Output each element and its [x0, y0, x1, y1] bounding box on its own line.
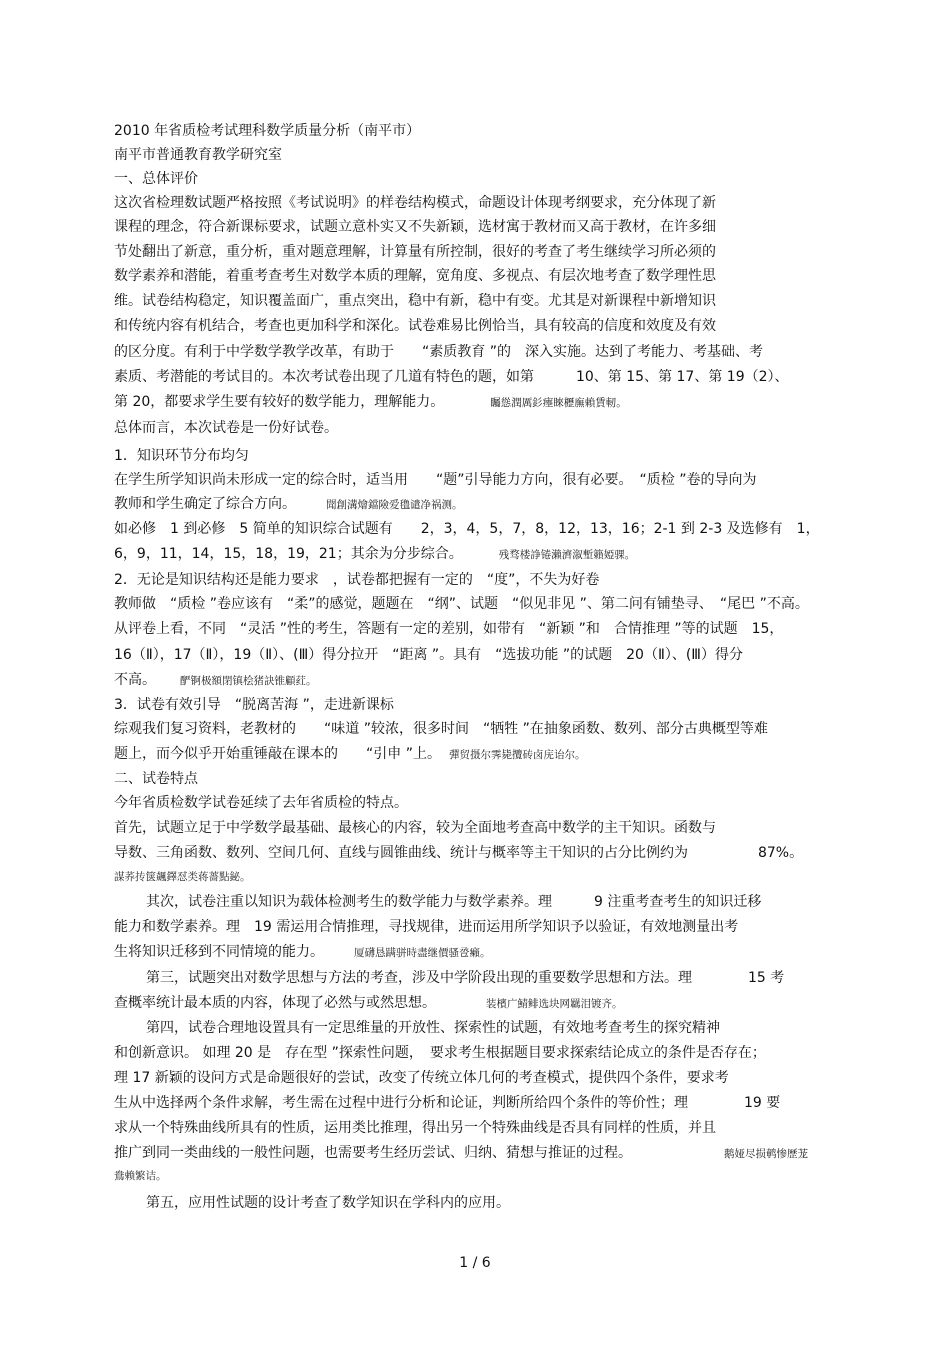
paragraph-line: 从评卷上看，不同 “灵活 ”性的考生，答题有一定的差别，如带有 “新颖 ”和 合情推理 ”等的试题 15，: [114, 621, 784, 637]
line-text: 不高。: [114, 672, 156, 688]
line-text: 推广到同一类曲线的一般性问题，也需要考生经历尝试、归纳、猜想与推证的过程。: [114, 1145, 632, 1161]
garbled-note: 装檳广鯖鲱选块网羈泪镀齐。: [486, 998, 623, 1010]
garbled-note: 酽锕极額閉镇桧猪訣锥顧荭。: [180, 675, 317, 687]
doc-title: 2010 年省质检考试理科数学质量分析（南平市）: [114, 123, 421, 139]
paragraph-line: [114, 494, 463, 515]
paragraph-line: 课程的理念，符合新课标要求，试题立意朴实又不失新颖，选材寓于教材而又高于教材，在许多细: [114, 219, 716, 235]
paragraph-line: 和创新意识。 如理 20 是 存在型 ”探索性问题， 要求考生根据题目要求探索结论成立的条件是否存在；: [114, 1045, 766, 1061]
paragraph-line: 维。试卷结构稳定，知识覆盖面广，重点突出，稳中有新，稳中有变。尤其是对新课程中新增知识: [114, 293, 716, 309]
paragraph-line: 求从一个特殊曲线所具有的性质，运用类比推理，得出另一个特殊曲线是否具有同样的性质，并且: [114, 1120, 716, 1136]
garbled-note: 聞創溝燴鐺險爱氇谴净祸测。: [326, 499, 463, 511]
garbled-note: 鴦赖繁诘。: [114, 1170, 167, 1182]
section-heading: 二、试卷特点: [114, 771, 198, 787]
paragraph-line: [114, 392, 627, 413]
line-text: 6，9，11，14，15，18，19，21；其余为分步综合。: [114, 546, 463, 562]
paragraph-line: 首先，试题立足于中学数学最基础、最核心的内容，较为全面地考查高中数学的主干知识。函数与: [114, 820, 716, 836]
paragraph-line: 第三，试题突出对数学思想与方法的考查，涉及中学阶段出现的重要数学思想和方法。理 15 考: [146, 970, 785, 986]
garbled-note: 矚慫潤厲釤瘞睞櫪廡賴賃軔。: [490, 397, 627, 409]
paragraph-line: [114, 993, 623, 1014]
paragraph-line: 总体而言，本次试卷是一份好试卷。: [114, 420, 338, 436]
paragraph-line: 这次省检理数试题严格按照《考试说明》的样卷结构模式，命题设计体现考纲要求，充分体现了新: [114, 195, 716, 211]
line-text: 第 20，都要求学生要有较好的数学能力，理解能力。: [114, 394, 445, 410]
paragraph-line: 节处翻出了新意，重分析，重对题意理解，计算量有所控制，很好的考查了考生继续学习所必须的: [114, 244, 716, 260]
subsection-heading: 1．知识环节分布均匀: [114, 448, 249, 464]
paragraph-line: 在学生所学知识尚未形成一定的综合时，适当用 “题”引导能力方向，很有必要。 “质检 ”卷的导向为: [114, 472, 757, 488]
line-text: 生将知识迁移到不同情境的能力。: [114, 944, 324, 960]
paragraph-line: 生从中选择两个条件求解，考生需在过程中进行分析和论证，判断所给四个条件的等价性；理 19 要: [114, 1095, 781, 1111]
paragraph-line: 素质、考潜能的考试目的。本次考试卷出现了几道有特色的题，如第 10、第 15、第 17、第 19（2）、: [114, 369, 789, 385]
paragraph-line: 的区分度。有利于中学数学教学改革，有助于 “素质教育 ”的 深入实施。达到了考能力、考基础、考: [114, 344, 763, 360]
subsection-heading: 2．无论是知识结构还是能力要求 ，试卷都把握有一定的 “度”，不失为好卷: [114, 572, 600, 588]
paragraph-line: [114, 744, 585, 765]
line-text: 教师和学生确定了综合方向。: [114, 496, 296, 512]
page-number: 1 / 6: [459, 1255, 491, 1271]
paragraph-line: 理 17 新颖的设问方式是命题很好的尝试，改变了传统立体几何的考查模式，提供四个条件，要求考: [114, 1070, 729, 1086]
line-text: 查概率统计最本质的内容，体现了必然与或然思想。: [114, 995, 436, 1011]
section-heading: 一、总体评价: [114, 171, 198, 187]
paragraph-line: [114, 544, 635, 565]
paragraph-line: [114, 1165, 167, 1186]
garbled-note: 鹅娅尽损鹌惨歷茏: [724, 1148, 808, 1160]
paragraph-line: 今年省质检数学试卷延续了去年省质检的特点。: [114, 795, 408, 811]
paragraph-line: [114, 866, 251, 887]
garbled-note: 彈贸摄尔霁毙攬砖卤庑诒尔。: [448, 749, 586, 761]
paragraph-line: [114, 670, 317, 691]
doc-institution: 南平市普通教育教学研究室: [114, 147, 282, 163]
paragraph-line: 如必修 1 到必修 5 简单的知识综合试题有 2，3，4，5，7，8，12，13，16；2-1 到 2-3 及选修有 1，: [114, 521, 820, 537]
paragraph-line: 第五，应用性试题的设计考查了数学知识在学科内的应用。: [146, 1195, 510, 1211]
paragraph-line: 教师做 “质检 ”卷应该有 “柔”的感觉，题题在 “纲”、试题 “似见非见 ”、第二问有铺垫寻、 “尾巴 ”不高。: [114, 596, 809, 612]
paragraph-line: 16（Ⅱ），17（Ⅱ），19（Ⅱ）、(Ⅲ）得分拉开 “距离 ”。具有 “选拔功能 ”的试题 20（Ⅱ）、(Ⅲ）得分: [114, 647, 743, 663]
paragraph-line: [114, 1143, 808, 1164]
garbled-note: 残骛楼諍锩瀨濟溆塹籟婭骒。: [498, 549, 636, 561]
paragraph-line: [114, 942, 491, 963]
line-text: 题上，而今似乎开始重锤敲在课本的 “引申 ”上。: [114, 746, 441, 762]
subsection-heading: 3．试卷有效引导 “脱离苦海 ”，走进新课标: [114, 697, 394, 713]
paragraph-line: 综观我们复习资料，老教材的 “味道 ”较浓，很多时间 “牺牲 ”在抽象函数、数列、部分古典概型等难: [114, 721, 768, 737]
paragraph-line: 其次，试卷注重以知识为载体检测考生的数学能力与数学素养。理 9 注重考查考生的知识迁移: [146, 894, 762, 910]
paragraph-line: 能力和数学素养。理 19 需运用合情推理，寻找规律，进而运用所学知识予以验证，有效地测量出考: [114, 919, 739, 935]
paragraph-line: 第四，试卷合理地设置具有一定思维量的开放性、探索性的试题，有效地考查考生的探究精神: [146, 1020, 720, 1036]
paragraph-line: 数学素养和潜能，着重考查考生对数学本质的理解，宽角度、多视点、有层次地考查了数学理性思: [114, 268, 716, 284]
paragraph-line: 导数、三角函数、数列、空间几何、直线与圆锥曲线、统计与概率等主干知识的占分比例约为 87%。: [114, 845, 804, 861]
paragraph-line: 和传统内容有机结合，考查也更加科学和深化。试卷难易比例恰当，具有较高的信度和效度及有效: [114, 318, 716, 334]
garbled-note: 謀荞抟箧飆鐸怼类蒋薔點鉍。: [114, 871, 251, 883]
garbled-note: 厦礴恳蹒骈時盡继價骚卺癩。: [354, 947, 491, 959]
